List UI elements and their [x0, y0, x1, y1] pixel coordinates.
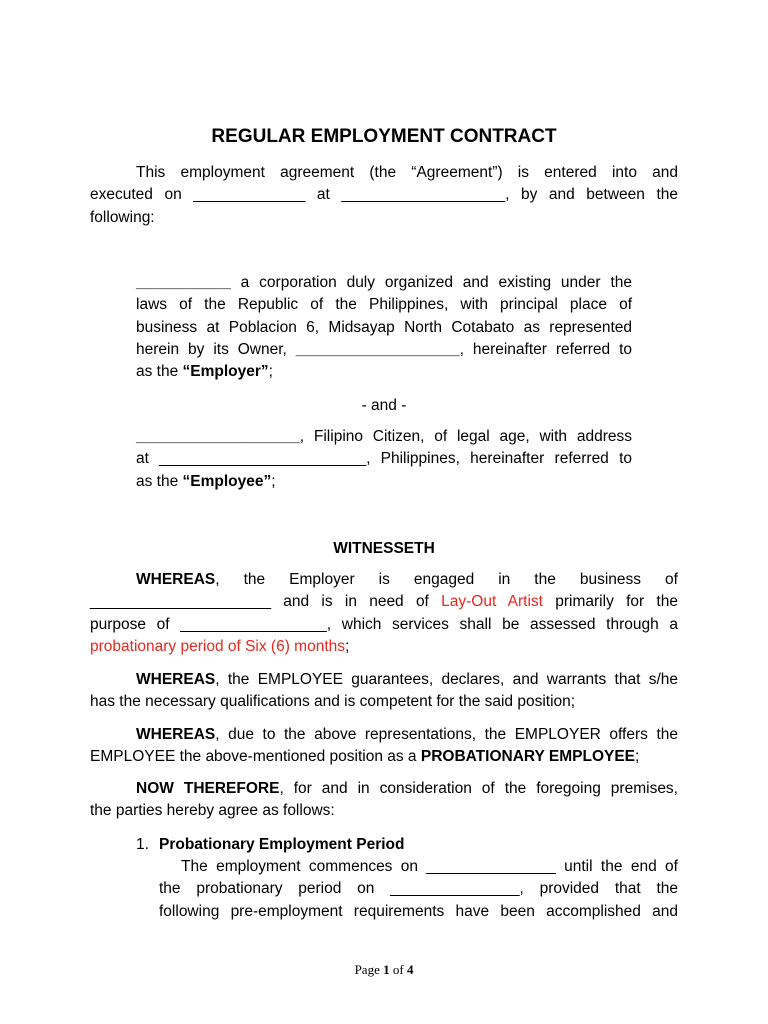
now-therefore-keyword: NOW THEREFORE: [136, 780, 280, 797]
position-title: Lay-Out Artist: [441, 593, 543, 611]
whereas-3-line-1-text: , due to the above representations, the EMPLOYER offers the: [215, 726, 678, 743]
whereas-2-line-2: has the necessary qualifications and is competent for the said position;: [90, 693, 576, 711]
employer-line-1: [136, 272, 632, 294]
employer-line-5-post: ;: [268, 363, 273, 381]
page-number-footer: [0, 959, 768, 981]
whereas-2-keyword: WHEREAS: [136, 671, 216, 688]
whereas-3-keyword: WHEREAS: [136, 726, 216, 743]
section-1-heading-text: Probationary Employment Period: [159, 836, 405, 853]
whereas-3-line-2-pre: EMPLOYEE the above-mentioned position as a: [90, 748, 421, 766]
whereas-1-line-4-post: ;: [345, 637, 350, 655]
employer-line-4: [136, 339, 632, 361]
intro-line-2: executed on _____________ at ___________________, by and between the: [90, 186, 678, 204]
employee-line-3-pre: as the: [136, 472, 183, 490]
probationary-employee-term: PROBATIONARY EMPLOYEE: [420, 748, 636, 766]
whereas-1-line-1: [90, 569, 678, 591]
employer-line-4-post: , hereinafter referred to: [459, 340, 632, 358]
employee-name-blank: ___________________: [136, 428, 300, 445]
section-1-heading: [159, 834, 679, 856]
employer-line-4-pre: herein by its Owner,: [136, 340, 296, 358]
whereas-3-line-2-post: ;: [635, 748, 640, 766]
whereas-1-paragraph: [90, 569, 678, 658]
employee-term: “Employee”: [182, 472, 272, 490]
intro-line-1: This employment agreement (the “Agreement”) is entered into and: [136, 164, 678, 181]
whereas-1-line-2-pre: _____________________ and is in need of: [90, 593, 442, 611]
whereas-2-line-1-text: , the EMPLOYEE guarantees, declares, and warrants that s/he: [215, 671, 678, 688]
and-separator: [90, 395, 678, 417]
now-therefore-line-1-text: , for and in consideration of the foregoing premises,: [279, 780, 678, 797]
whereas-1-line-2: [90, 591, 678, 613]
whereas-1-line-2-post: primarily for the: [543, 593, 678, 611]
current-page-number: 1: [383, 962, 390, 977]
section-1-line-1: The employment commences on _______________ until the end of: [181, 858, 678, 875]
employer-line-1-text: a corporation duly organized and existing under the: [230, 274, 632, 291]
and-text: - and -: [361, 397, 407, 414]
owner-name-blank: ___________________: [295, 340, 460, 358]
now-therefore-line-2: the parties hereby agree as follows:: [90, 802, 335, 820]
now-therefore-paragraph: [90, 778, 678, 823]
employer-term: “Employer”: [182, 363, 269, 381]
whereas-3-paragraph: [90, 724, 678, 769]
whereas-1-line-4: [90, 636, 678, 658]
employer-party-block: [136, 272, 632, 383]
employer-line-5-pre: as the: [136, 363, 183, 381]
of-word: of: [389, 962, 407, 977]
employer-line-3: business at Poblacion 6, Midsayap North Cotabato as represented: [136, 318, 632, 336]
intro-paragraph: [90, 162, 678, 229]
page-title: REGULAR EMPLOYMENT CONTRACT: [211, 126, 557, 147]
whereas-1-line-1-text: , the Employer is engaged in the business of: [215, 571, 678, 588]
employee-line-1: [136, 426, 632, 448]
employee-party-block: [136, 426, 632, 493]
section-1-line-3: following pre-employment requirements have been accomplished and: [159, 902, 678, 920]
page-word: Page: [354, 962, 384, 977]
employer-line-2: laws of the Republic of the Philippines, with principal place of: [136, 296, 632, 314]
total-page-count: 4: [406, 962, 414, 977]
employee-line-1-text: , Filipino Citizen, of legal age, with address: [299, 428, 632, 445]
employer-name-blank: ___________: [136, 274, 231, 291]
employee-line-3-post: ;: [271, 472, 276, 490]
section-1-line-2: the probationary period on _______________, provided that the: [159, 880, 678, 898]
employer-line-5: [136, 361, 632, 383]
employee-line-2: at ________________________, Philippines, hereinafter referred to: [136, 450, 632, 468]
section-1-body: [159, 856, 678, 923]
probationary-period-text: probationary period of Six (6) months: [90, 637, 346, 655]
whereas-3-line-2: [90, 746, 678, 768]
intro-line-3: following:: [90, 208, 155, 226]
section-1-number: 1.: [136, 836, 149, 853]
now-therefore-line-1: [90, 778, 678, 800]
whereas-2-line-1: [90, 669, 678, 691]
whereas-3-line-1: [90, 724, 678, 746]
whereas-1-keyword: WHEREAS: [136, 571, 216, 588]
employee-line-3: [136, 471, 632, 493]
witnesseth-heading: WITNESSETH: [333, 540, 435, 557]
whereas-2-paragraph: [90, 669, 678, 714]
whereas-1-line-3: purpose of _________________, which services shall be assessed through a: [90, 615, 678, 633]
